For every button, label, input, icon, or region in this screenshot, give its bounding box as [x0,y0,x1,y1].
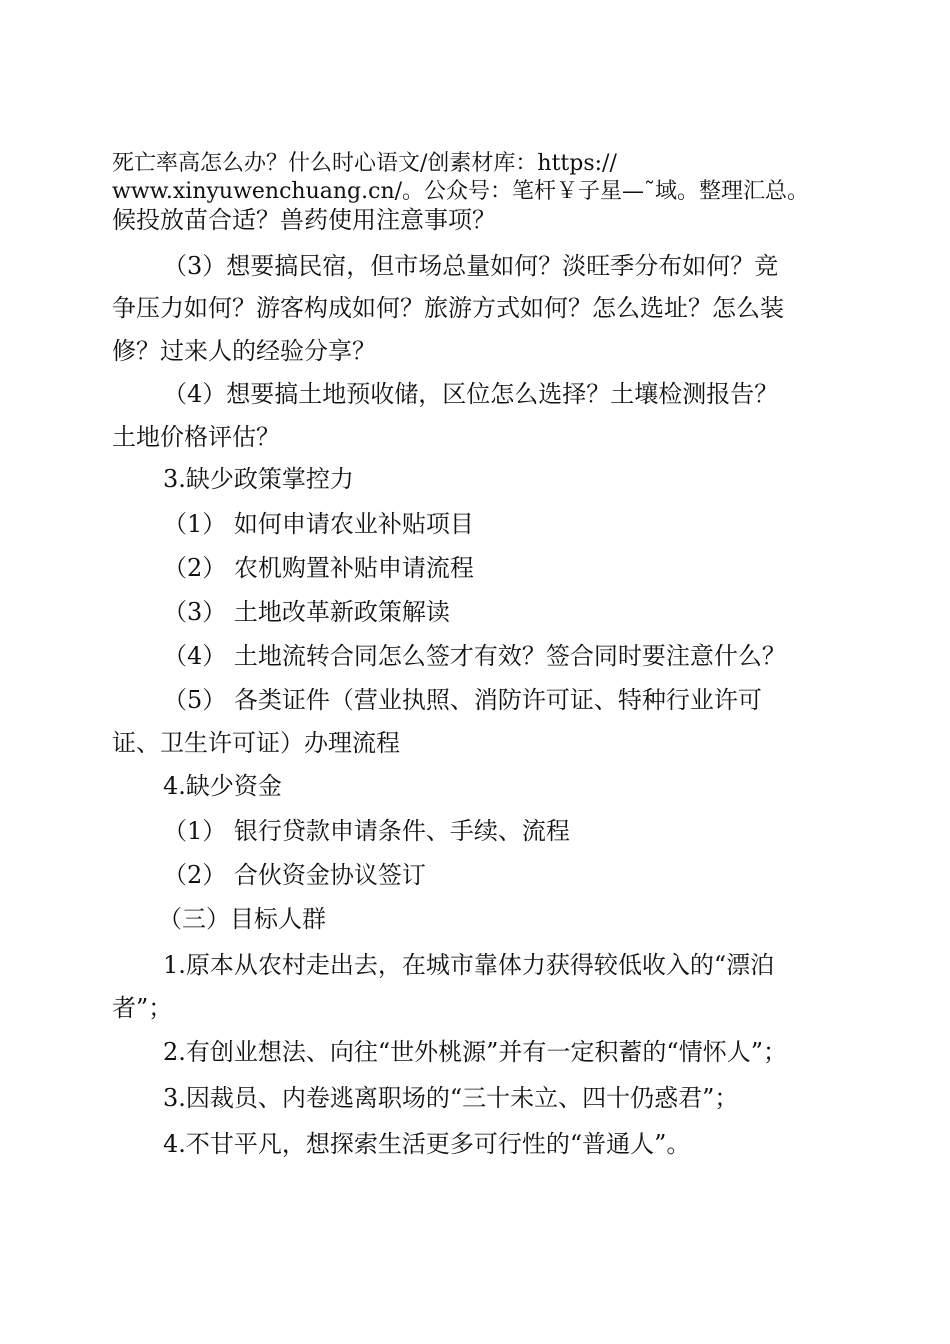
text-line: （4）想要搞土地预收储，区位怎么选择？土壤检测报告？ [163,380,779,408]
list-item: （2） 农机购置补贴申请流程 [163,554,474,582]
text-line: 修？过来人的经验分享？ [112,337,376,365]
text-line: 土地价格评估？ [112,423,280,451]
list-item: （1） 银行贷款申请条件、手续、流程 [163,817,570,845]
text-line: 证、卫生许可证）办理流程 [112,729,400,757]
list-item: 2.有创业想法、向往“世外桃源”并有一定积蓄的“情怀人”； [163,1038,787,1066]
text-line: 者”； [112,994,173,1022]
list-item: 3.因裁员、内卷逃离职场的“三十未立、四十仍惑君”； [163,1084,739,1112]
list-item: （2） 合伙资金协议签订 [163,861,426,889]
list-item: （3） 土地改革新政策解读 [163,598,450,626]
section-heading: （三）目标人群 [158,905,326,933]
section-heading: 4.缺少资金 [163,772,282,800]
section-heading: 3.缺少政策掌控力 [163,465,354,493]
list-item: 4.不甘平凡，想探索生活更多可行性的“普通人”。 [163,1130,691,1158]
text-line: 候投放苗合适？兽药使用注意事项？ [112,206,496,234]
text-line: 争压力如何？游客构成如何？旅游方式如何？怎么选址？怎么装 [112,294,784,322]
list-item: （4） 土地流转合同怎么签才有效？签合同时要注意什么？ [163,642,786,670]
list-item: 1.原本从农村走出去，在城市靠体力获得较低收入的“漂泊 [163,951,775,979]
list-item: （5） 各类证件（营业执照、消防许可证、特种行业许可 [163,686,762,714]
text-line: （3）想要搞民宿，但市场总量如何？淡旺季分布如何？竞 [163,252,779,280]
text-line: 死亡率高怎么办？什么时心语文/创素材库：https:// [112,151,617,176]
text-line: www.xinyuwenchuang.cn/。公众号：笔杆￥子星—˜域。整理汇总。 [112,179,810,204]
list-item: （1） 如何申请农业补贴项目 [163,510,474,538]
